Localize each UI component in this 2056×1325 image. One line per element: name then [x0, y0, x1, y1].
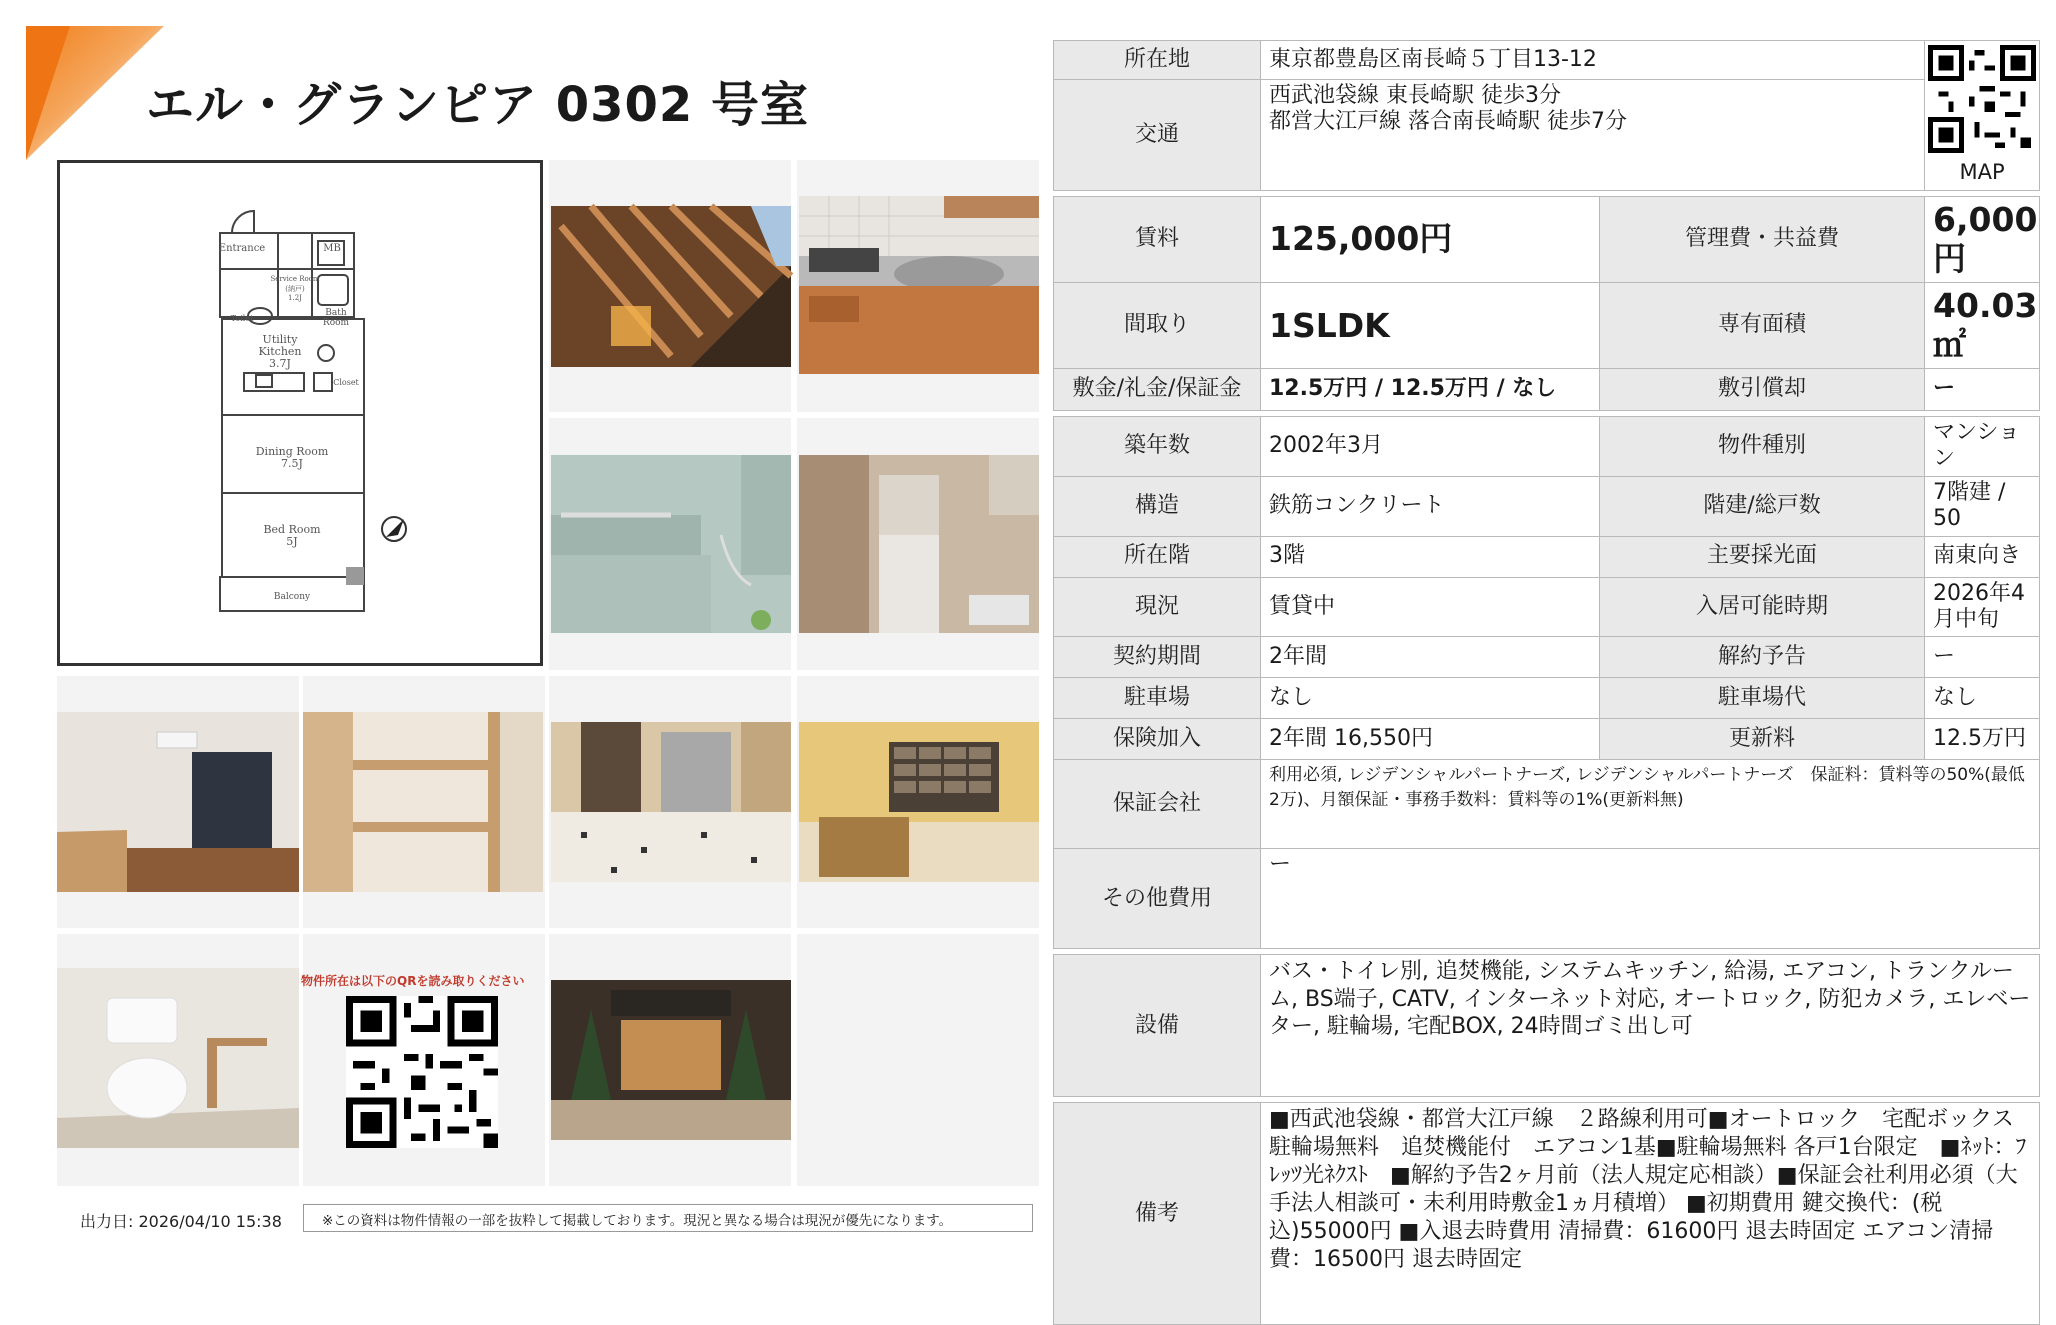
- mailbox-photo: [799, 722, 1039, 882]
- floor-value: 3階: [1261, 536, 1600, 577]
- room-label-mb: MB: [323, 243, 341, 254]
- contract-term-label: 契約期間: [1054, 637, 1261, 678]
- map-qr-cell[interactable]: [1925, 41, 2040, 191]
- renewal-fee-label: 更新料: [1600, 719, 1925, 760]
- guarantor-label: 保証会社: [1054, 760, 1261, 849]
- room-label-dining: Dining Room: [255, 445, 329, 458]
- room-label-bedroom-size: 5J: [286, 535, 298, 548]
- parking-fee-value: なし: [1925, 678, 2040, 719]
- built-value: 2002年3月: [1261, 416, 1600, 476]
- floor-plan: [57, 160, 543, 666]
- rent-value: 125,000円: [1261, 196, 1600, 282]
- other-fees-label: その他費用: [1054, 849, 1261, 949]
- room-label-kitchen: Kitchen: [258, 345, 302, 358]
- property-title: エル・グランピア 0302 号室: [146, 77, 810, 133]
- access-label: 交通: [1054, 79, 1261, 190]
- floors-units-value: 7階建 / 50: [1925, 476, 2040, 536]
- exterior-photo: [551, 206, 791, 367]
- room-label-kitchen-size: 3.7J: [269, 357, 291, 370]
- building-entrance-photo: [551, 980, 791, 1140]
- access-line: 西武池袋線 東長崎駅 徒歩3分: [1269, 82, 1561, 108]
- structure-value: 鉄筋コンクリート: [1261, 476, 1600, 536]
- contract-term-value: 2年間: [1261, 637, 1600, 678]
- location-qr-code[interactable]: [344, 996, 500, 1148]
- property-type-label: 物件種別: [1600, 416, 1925, 476]
- room-label-nando: (納戸): [285, 285, 305, 293]
- light-direction-label: 主要採光面: [1600, 536, 1925, 577]
- parking-fee-label: 駐車場代: [1600, 678, 1925, 719]
- layout-value: 1SLDK: [1261, 282, 1600, 368]
- map-label: MAP: [1959, 160, 2005, 185]
- room-label-closet: Closet: [333, 378, 359, 387]
- room-label-dining-size: 7.5J: [281, 457, 303, 470]
- deduction-value: ー: [1925, 368, 2040, 410]
- deposit-value: 12.5万円 / 12.5万円 / なし: [1261, 368, 1600, 410]
- rent-label: 賃料: [1054, 196, 1261, 282]
- layout-label: 間取り: [1054, 282, 1261, 368]
- management-fee-label: 管理費・共益費: [1600, 196, 1925, 282]
- cancel-notice-label: 解約予告: [1600, 637, 1925, 678]
- remarks-label: 備考: [1054, 1103, 1261, 1325]
- closet-shelf-photo: [303, 712, 543, 892]
- north-compass-icon: [382, 517, 406, 541]
- floor-area-value: 40.03㎡: [1925, 282, 2040, 368]
- bathroom-photo: [551, 455, 791, 633]
- other-fees-value: ー: [1261, 849, 2040, 949]
- room-label-bath: Bath: [325, 308, 347, 318]
- management-fee-value: 6,000円: [1925, 196, 2040, 282]
- deduction-label: 敷引償却: [1600, 368, 1925, 410]
- deposit-label: 敷金/礼金/保証金: [1054, 368, 1261, 410]
- built-label: 築年数: [1054, 416, 1261, 476]
- move-in-label: 入居可能時期: [1600, 577, 1925, 637]
- light-direction-value: 南東向き: [1925, 536, 2040, 577]
- disclaimer-note: ※この資料は物件情報の一部を抜粋して掲載しております。現況と異なる場合は現況が優先になります。: [303, 1204, 1033, 1232]
- parking-label: 駐車場: [1054, 678, 1261, 719]
- renewal-fee-value: 12.5万円: [1925, 719, 2040, 760]
- access-value: [1261, 79, 1925, 190]
- insurance-label: 保険加入: [1054, 719, 1261, 760]
- property-info-table: [1053, 40, 2040, 1325]
- equipment-label: 設備: [1054, 955, 1261, 1097]
- address-label: 所在地: [1054, 41, 1261, 80]
- move-in-value: 2026年4月中旬: [1925, 577, 2040, 637]
- orange-corner-accent: [26, 26, 164, 160]
- room-label-service-room: Service Room: [270, 275, 320, 283]
- room-label-bath-room: Room: [322, 318, 350, 328]
- entrance-hall-photo: [551, 722, 791, 882]
- floor-area-label: 専有面積: [1600, 282, 1925, 368]
- remarks-value: ■西武池袋線・都営大江戸線 ２路線利用可■オートロック 宅配ボックス 駐輪場無料 追焚機能付 エアコン1基■駐輪場無料 各戸1台限定 ■ﾈｯﾄ：ﾌﾚｯﾂ光ﾈｸｽﾄ ■解約予告2ヶ月前（法人規定応相談）■保証会社利用必須（大手法人相談可・未利用時敷金1ヵ月積増） ■初期費用 鍵交換代：(税込)55000円 ■入退去時費用 清掃費：61600円 退去時固定 エアコン清掃費：16500円 退去時固定: [1261, 1103, 2040, 1325]
- address-value: 東京都豊島区南長崎５丁目13-12: [1261, 41, 1925, 80]
- status-label: 現況: [1054, 577, 1261, 637]
- parking-value: なし: [1261, 678, 1600, 719]
- room-label-utility: Utility: [262, 333, 298, 346]
- map-qr-code[interactable]: [1928, 45, 2036, 153]
- guarantor-value: 利用必須, レジデンシャルパートナーズ, レジデンシャルパートナーズ 保証料：賃料等の50%(最低2万)、月額保証・事務手数料：賃料等の1%(更新料無): [1261, 760, 2040, 849]
- room-label-service-size: 1.2J: [288, 294, 302, 302]
- access-line: 都営大江戸線 落合南長崎駅 徒歩7分: [1269, 109, 1627, 135]
- cancel-notice-value: ー: [1925, 637, 2040, 678]
- structure-label: 構造: [1054, 476, 1261, 536]
- room-label-bedroom: Bed Room: [263, 523, 321, 536]
- kitchen-photo: [799, 196, 1039, 374]
- floor-plan-drawing: [60, 163, 540, 663]
- floor-label: 所在階: [1054, 536, 1261, 577]
- floors-units-label: 階建/総戸数: [1600, 476, 1925, 536]
- insurance-value: 2年間 16,550円: [1261, 719, 1600, 760]
- qr-instruction-text: 物件所在は以下のQRを読み取りください: [301, 974, 525, 988]
- photo-cell: [797, 934, 1039, 1186]
- equipment-value: バス・トイレ別, 追焚機能, システムキッチン, 給湯, エアコン, トランクルーム, BS端子, CATV, インターネット対応, オートロック, 防犯カメラ, エレベーター, 駐輪場, 宅配BOX, 24時間ゴミ出し可: [1261, 955, 2040, 1097]
- room-label-balcony: Balcony: [273, 592, 311, 602]
- property-type-value: マンション: [1925, 416, 2040, 476]
- output-date: 出力日: 2026/04/10 15:38: [80, 1212, 282, 1231]
- pipe-space: [346, 567, 364, 585]
- status-value: 賃貸中: [1261, 577, 1600, 637]
- washroom-photo: [799, 455, 1039, 633]
- room-label-toilet: Toilet: [230, 314, 254, 323]
- toilet-photo: [57, 968, 299, 1148]
- living-room-photo: [57, 712, 299, 892]
- room-label-entrance: Entrance: [218, 243, 266, 254]
